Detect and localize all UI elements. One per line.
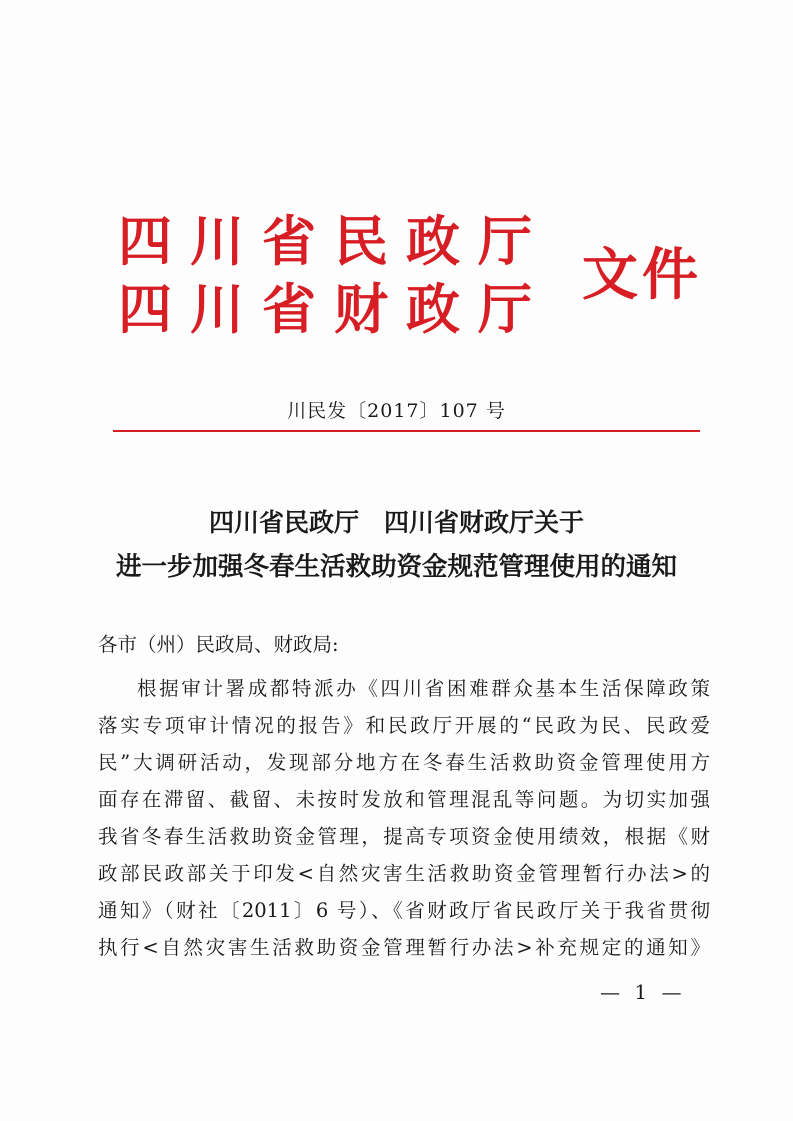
body-line: 根据审计署成都特派办《四川省困难群众基本生活保障政策 bbox=[137, 677, 710, 700]
issuer-line-civil-affairs: 四川省民政厅 bbox=[118, 209, 550, 273]
document-header-suffix: 文件 bbox=[582, 242, 702, 308]
body-line: 我省冬春生活救助资金管理，提高专项资金使用绩效，根据《财 bbox=[98, 825, 710, 848]
body-line: 民”大调研活动，发现部分地方在冬春生活救助资金管理使用方 bbox=[98, 751, 710, 774]
red-separator-line bbox=[113, 430, 700, 432]
document-title-line-2: 进一步加强冬春生活救助资金规范管理使用的通知 bbox=[115, 552, 677, 582]
addressee: 各市（州）民政局、财政局: bbox=[98, 633, 339, 656]
document-number: 川民发〔2017〕107 号 bbox=[287, 400, 506, 422]
issuer-line-finance: 四川省财政厅 bbox=[118, 277, 550, 341]
page-number: — 1 — bbox=[600, 980, 686, 1004]
document-title-line-1: 四川省民政厅 四川省财政厅关于 bbox=[208, 508, 584, 537]
body-line: 面存在滞留、截留、未按时发放和管理混乱等问题。为切实加强 bbox=[98, 788, 710, 811]
body-line: 落实专项审计情况的报告》和民政厅开展的“民政为民、民政爱 bbox=[98, 714, 710, 737]
body-line: 政部民政部关于印发<自然灾害生活救助资金管理暂行办法>的 bbox=[98, 862, 710, 885]
body-line: 通知》（财社〔2011〕6 号）、《省财政厅省民政厅关于我省贯彻 bbox=[98, 899, 710, 922]
body-line: 执行<自然灾害生活救助资金管理暂行办法>补充规定的通知》 bbox=[98, 936, 710, 959]
